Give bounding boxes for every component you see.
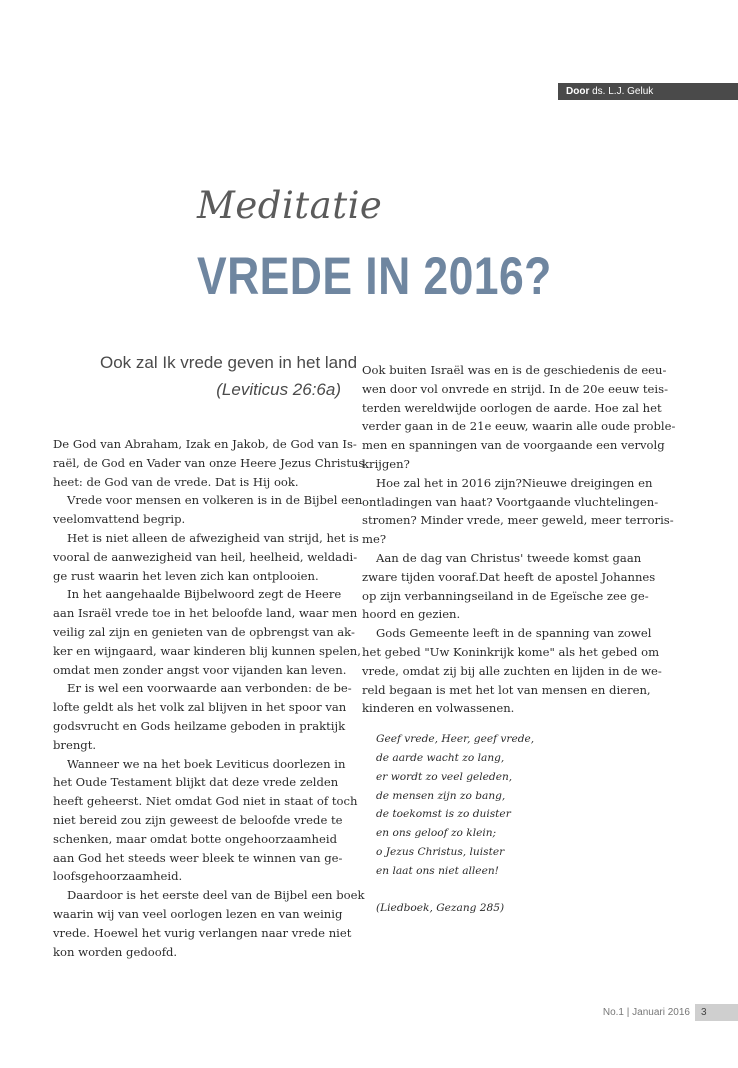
text-line: niet bereid zou zijn geweest de beloofde vrede te bbox=[53, 812, 343, 827]
text-line: ontladingen van haat? Voortgaande vluchtelingen- bbox=[362, 494, 659, 509]
page-title: VREDE IN 2016? bbox=[197, 247, 552, 306]
poem-line: er wordt zo veel geleden, bbox=[376, 770, 513, 783]
text-line: Daardoor is het eerste deel van de Bijbel een boek bbox=[67, 888, 365, 903]
text-line: veilig zal zijn en genieten van de opbrengst van ak- bbox=[53, 624, 355, 639]
poem-line: de toekomst is zo duister bbox=[376, 808, 511, 821]
text-line: reld begaan is met het lot van mensen en dieren, bbox=[362, 682, 651, 697]
footer-issue: No.1 bbox=[602, 1007, 624, 1018]
poem-line: Geef vrede, Heer, geef vrede, bbox=[376, 733, 535, 746]
text-line: heet: de God van de vrede. Dat is Hij ook. bbox=[53, 474, 299, 489]
poem-line: de aarde wacht zo lang, bbox=[376, 751, 505, 764]
text-line: Wanneer we na het boek Leviticus doorlezen in bbox=[67, 756, 346, 771]
text-line: Gods Gemeente leeft in de spanning van zowel bbox=[376, 626, 652, 641]
epigraph-text: Ook zal Ik vrede geven in het land bbox=[100, 353, 358, 372]
text-line: vrede, omdat zij bij alle zuchten en lijden in de we- bbox=[362, 663, 662, 678]
text-line: Vrede voor mensen en volkeren is in de Bijbel een bbox=[67, 493, 363, 508]
poem-line: o Jezus Christus, luister bbox=[376, 845, 505, 858]
text-line: het gebed "Uw Koninkrijk kome" als het gebed om bbox=[362, 644, 660, 659]
text-line: heeft geheerst. Niet omdat God niet in staat of toch bbox=[53, 794, 358, 809]
text-line: Ook buiten Israël was en is de geschiedenis de eeu- bbox=[362, 363, 667, 377]
text-line: Het is niet alleen de afwezigheid van strijd, het is bbox=[67, 530, 359, 545]
page-number: 3 bbox=[695, 1004, 738, 1021]
section-kicker: Meditatie bbox=[197, 184, 383, 227]
text-line: ge rust waarin het leven zich kan ontplooien. bbox=[53, 568, 319, 583]
text-line: omdat men zonder angst voor vijanden kan leven. bbox=[53, 662, 347, 677]
text-line: loofsgehoorzaamheid. bbox=[53, 869, 183, 884]
text-line: De God van Abraham, Izak en Jakob, de God van Is- bbox=[53, 437, 357, 451]
poem-gap bbox=[376, 881, 652, 900]
text-line: krijgen? bbox=[362, 456, 410, 471]
right-column-body bbox=[362, 361, 676, 718]
poem-source: (Liedboek, Gezang 285) bbox=[376, 902, 505, 915]
text-line: In het aangehaalde Bijbelwoord zegt de Heere bbox=[67, 587, 342, 602]
text-line: op zijn verbanningseiland in de Egeïsche zee ge- bbox=[362, 588, 649, 603]
text-line: godsvrucht en Gods heilzame geboden in praktijk bbox=[53, 718, 346, 733]
text-line: raël, de God en Vader van onze Heere Jezus Christus bbox=[53, 455, 365, 470]
poem-line: en ons geloof zo klein; bbox=[376, 827, 497, 840]
text-line: brengt. bbox=[53, 737, 97, 752]
text-line: terden wereldwijde oorlogen de aarde. Hoe zal het bbox=[362, 400, 662, 415]
text-line: vooral de aanwezigheid van heil, heelheid, weldadi- bbox=[53, 549, 358, 564]
text-line: vrede. Hoewel het vurig verlangen naar vrede niet bbox=[53, 925, 352, 940]
text-line: verder gaan in de 21e eeuw, waarin alle oude proble- bbox=[362, 419, 676, 434]
footer-date: Januari 2016 bbox=[632, 1007, 690, 1018]
text-line: me? bbox=[362, 532, 387, 547]
text-line: Hoe zal het in 2016 zijn?Nieuwe dreigingen en bbox=[376, 475, 653, 490]
text-line: schenken, maar omdat botte ongehoorzaamheid bbox=[53, 831, 338, 846]
text-line: het Oude Testament blijkt dat deze vrede zelden bbox=[53, 775, 339, 790]
text-line: stromen? Minder vrede, meer geweld, meer terroris- bbox=[362, 513, 674, 528]
text-line: waarin wij van veel oorlogen lezen en van weinig bbox=[53, 906, 343, 921]
poem bbox=[362, 730, 652, 918]
left-column bbox=[53, 435, 365, 961]
text-line: veelomvattend begrip. bbox=[53, 512, 186, 527]
text-line: lofte geldt als het volk zal blijven in het spoor van bbox=[53, 700, 347, 715]
text-line: zware tijden vooraf.Dat heeft de apostel Johannes bbox=[362, 569, 656, 584]
text-line: kon worden gedoofd. bbox=[53, 944, 178, 959]
text-line: men en spanningen van de voorgaande een vervolg bbox=[362, 438, 665, 453]
poem-line: de mensen zijn zo bang, bbox=[376, 789, 506, 802]
author-prefix: Door bbox=[566, 86, 590, 97]
text-line: hoord en gezien. bbox=[362, 607, 461, 622]
text-line: Er is wel een voorwaarde aan verbonden: de be- bbox=[67, 681, 352, 696]
right-column bbox=[362, 361, 676, 918]
text-line: ker en wijngaard, waar kinderen blij kunnen spelen, bbox=[53, 643, 361, 658]
author-name: ds. L.J. Geluk bbox=[589, 86, 654, 97]
text-line: wen door vol onvrede en strijd. In de 20e eeuw teis- bbox=[362, 381, 668, 396]
epigraph-reference: (Leviticus 26:6a) bbox=[216, 380, 341, 399]
text-line: aan Israël vrede toe in het beloofde land, waar men bbox=[53, 606, 358, 621]
text-line: Aan de dag van Christus' tweede komst gaan bbox=[376, 550, 642, 565]
poem-line: en laat ons niet alleen! bbox=[376, 864, 499, 877]
footer-issue-info bbox=[603, 1004, 690, 1021]
footer-separator: | bbox=[626, 1007, 630, 1018]
text-line: kinderen en volwassenen. bbox=[362, 701, 515, 716]
text-line: aan God het steeds weer bleek te winnen van ge- bbox=[53, 850, 343, 865]
author-bar bbox=[558, 83, 738, 100]
